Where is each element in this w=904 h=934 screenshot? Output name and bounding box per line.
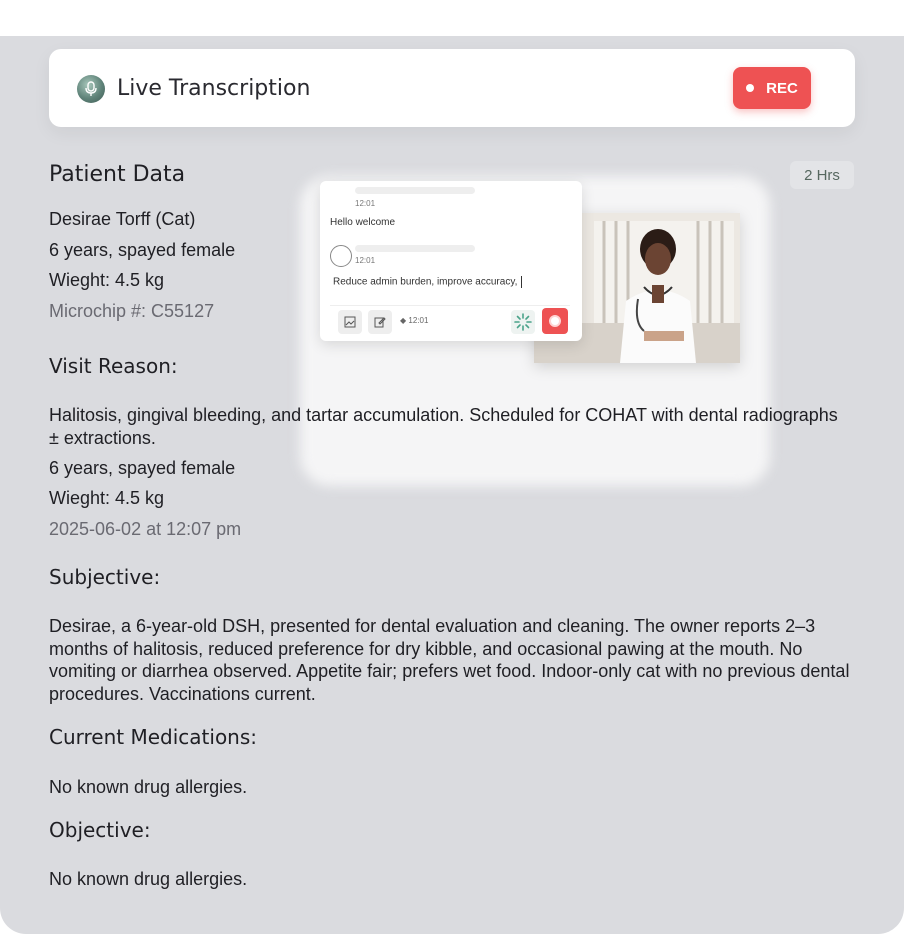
chat-line-placeholder xyxy=(355,187,475,194)
chat-preview-card xyxy=(320,181,582,341)
record-icon[interactable] xyxy=(542,308,568,334)
window-top xyxy=(0,0,904,36)
toolbar-time: ◆ 12:01 xyxy=(400,316,429,325)
patient-age-sex: 6 years, spayed female xyxy=(49,240,236,260)
edit-button[interactable] xyxy=(368,310,392,334)
toolbar-time-value: 12:01 xyxy=(408,316,429,325)
rec-label: REC xyxy=(766,79,798,97)
microphone-icon xyxy=(77,75,105,103)
patient-name: Desirae Torff (Cat) xyxy=(49,209,196,229)
chat-message-1: Hello welcome xyxy=(330,217,396,228)
patient-weight: Wieght: 4.5 kg xyxy=(49,270,165,290)
chat-message-2-text: Reduce admin burden, improve accuracy, xyxy=(333,276,518,288)
live-transcription-title: Live Transcription xyxy=(117,76,311,101)
patient-microchip: Microchip #: C55127 xyxy=(49,301,215,321)
chat-time-2: 12:01 xyxy=(355,256,376,265)
current-medications-text: No known drug allergies. xyxy=(49,777,248,797)
subjective-heading: Subjective: xyxy=(49,565,161,589)
objective-text: No known drug allergies. xyxy=(49,869,248,889)
chat-line-placeholder xyxy=(355,245,475,252)
record-dot-icon xyxy=(746,84,754,92)
chat-time-1: 12:01 xyxy=(355,199,376,208)
visit-age-sex: 6 years, spayed female xyxy=(49,458,236,478)
chat-avatar xyxy=(330,245,352,267)
duration-badge: 2 Hrs xyxy=(790,161,854,189)
current-medications-heading: Current Medications: xyxy=(49,725,258,749)
patient-data-heading: Patient Data xyxy=(49,162,186,187)
edit-icon xyxy=(374,316,386,328)
chat-message-2 xyxy=(333,276,522,288)
image-icon xyxy=(344,316,356,328)
live-transcription-bar xyxy=(49,49,855,127)
visit-weight: Wieght: 4.5 kg xyxy=(49,488,165,508)
subjective-text: Desirae, a 6-year-old DSH, presented for dental evaluation and cleaning. The owner reports 2–3 months of halitosis, reduced preference for dry kibble, and occasional pawing at the mouth. No vomiting or diarrhea observed. Appetite fair; prefers wet food. Indoor-only cat with no previous dental procedures. Vaccinations current. xyxy=(49,616,850,704)
rec-button[interactable] xyxy=(733,67,811,109)
visit-timestamp: 2025-06-02 at 12:07 pm xyxy=(49,519,242,539)
text-cursor xyxy=(521,276,522,288)
image-button[interactable] xyxy=(338,310,362,334)
spinner-icon xyxy=(511,310,535,334)
visit-reason-text: Halitosis, gingival bleeding, and tartar accumulation. Scheduled for COHAT with dental radiographs ± extractions. xyxy=(49,405,838,448)
visit-reason-heading: Visit Reason: xyxy=(49,354,178,378)
chat-toolbar xyxy=(330,305,570,336)
objective-heading: Objective: xyxy=(49,818,151,842)
